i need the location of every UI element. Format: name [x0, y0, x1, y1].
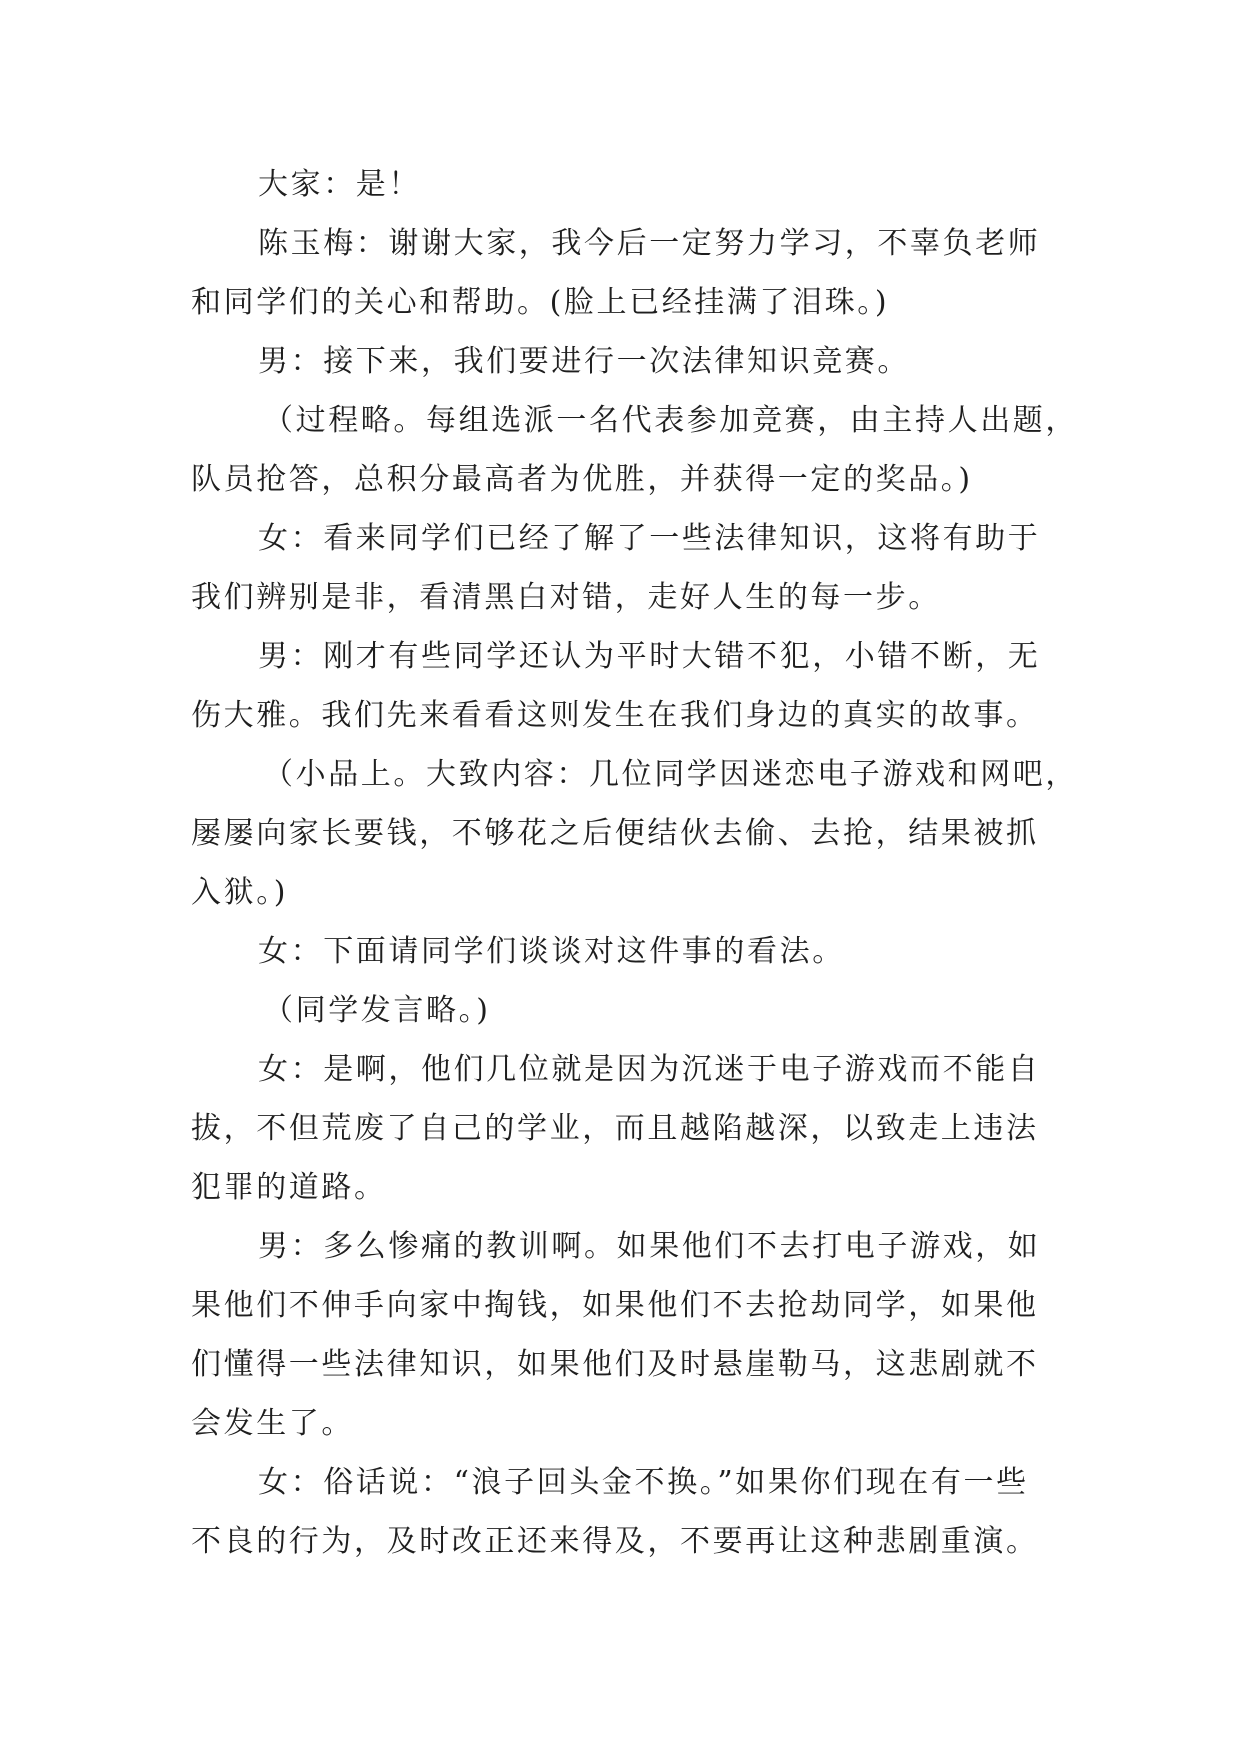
text-line: 女：是啊，他们几位就是因为沉迷于电子游戏而不能自	[258, 1052, 1041, 1087]
text-line: 女：俗话说：“浪子回头金不换。”如果你们现在有一些	[258, 1465, 1029, 1500]
text-line: 不良的行为，及时改正还来得及，不要再让这种悲剧重演。	[191, 1524, 1039, 1559]
text-line: （同学发言略。)	[263, 993, 491, 1028]
text-line: 和同学们的关心和帮助。(脸上已经挂满了泪珠。)	[191, 285, 890, 320]
text-line: 男：接下来，我们要进行一次法律知识竞赛。	[258, 344, 910, 379]
text-line: 陈玉梅：谢谢大家，我今后一定努力学习，不辜负老师	[258, 226, 1041, 261]
text-line: 女：下面请同学们谈谈对这件事的看法。	[258, 934, 845, 969]
text-line: 屡屡向家长要钱，不够花之后便结伙去偷、去抢，结果被抓	[191, 816, 1039, 851]
text-line: 果他们不伸手向家中掏钱，如果他们不去抢劫同学，如果他	[191, 1288, 1039, 1323]
text-line: 伤大雅。我们先来看看这则发生在我们身边的真实的故事。	[191, 698, 1039, 733]
text-line: 拔，不但荒废了自己的学业，而且越陷越深，以致走上违法	[191, 1111, 1039, 1146]
text-line: 会发生了。	[191, 1406, 354, 1441]
text-line: 队员抢答，总积分最高者为优胜，并获得一定的奖品。)	[191, 462, 973, 497]
text-line: 我们辨别是非，看清黑白对错，走好人生的每一步。	[191, 580, 941, 615]
text-line: 女：看来同学们已经了解了一些法律知识，这将有助于	[258, 521, 1041, 556]
text-line: 男：多么惨痛的教训啊。如果他们不去打电子游戏，如	[258, 1229, 1041, 1264]
text-line: 大家：是！	[258, 167, 421, 202]
text-line: 们懂得一些法律知识，如果他们及时悬崖勒马，这悲剧就不	[191, 1347, 1039, 1382]
text-line: 入狱。)	[191, 875, 289, 910]
text-line: 犯罪的道路。	[191, 1170, 387, 1205]
text-line: （过程略。每组选派一名代表参加竞赛，由主持人出题，	[263, 403, 1078, 438]
text-line: （小品上。大致内容：几位同学因迷恋电子游戏和网吧，	[263, 757, 1078, 792]
text-line: 男：刚才有些同学还认为平时大错不犯，小错不断，无	[258, 639, 1041, 674]
